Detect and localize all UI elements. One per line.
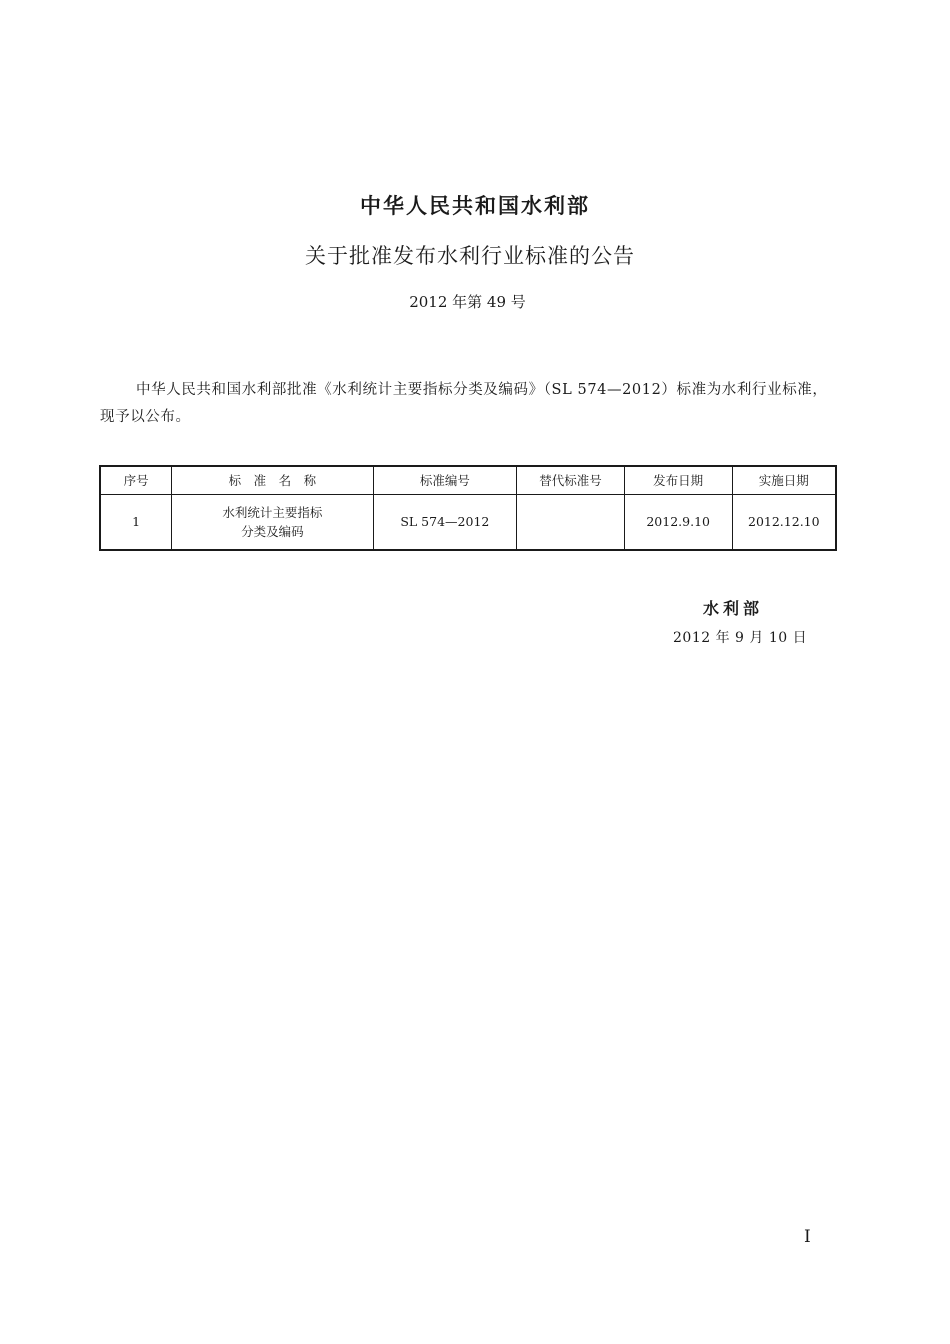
cell-seq: 1 xyxy=(100,494,172,550)
cell-std-number: SL 574—2012 xyxy=(373,494,517,550)
cell-replaced-number xyxy=(517,494,625,550)
cell-effective-date: 2012.12.10 xyxy=(732,494,836,550)
cell-name-line1: 水利统计主要指标 xyxy=(222,504,323,520)
header-seq: 序号 xyxy=(100,466,172,494)
document-title: 中华人民共和国水利部 xyxy=(360,194,590,218)
cell-name-line2: 分类及编码 xyxy=(241,523,304,539)
sign-date: 2012 年 9 月 10 日 xyxy=(673,630,808,646)
header-publish-date: 发布日期 xyxy=(624,466,732,494)
table-header-row xyxy=(100,466,836,494)
header-std-number: 标准编号 xyxy=(373,466,517,494)
table-row xyxy=(100,494,836,550)
announcement-body: 中华人民共和国水利部批准《水利统计主要指标分类及编码》（SL 574—2012）标准为水利行业标准，现予以公布。 xyxy=(100,381,828,425)
cell-publish-date: 2012.9.10 xyxy=(624,494,732,550)
document-number: 2012 年第 49 号 xyxy=(409,293,526,311)
page-number: I xyxy=(804,1227,811,1247)
cell-name xyxy=(172,494,373,550)
document-subtitle: 关于批准发布水利行业标准的公告 xyxy=(305,244,635,268)
standards-table xyxy=(99,465,837,551)
signatory: 水利部 xyxy=(703,599,764,618)
header-effective-date: 实施日期 xyxy=(732,466,836,494)
header-replaced-number: 替代标准号 xyxy=(517,466,625,494)
header-name: 标 准 名 称 xyxy=(172,466,373,494)
